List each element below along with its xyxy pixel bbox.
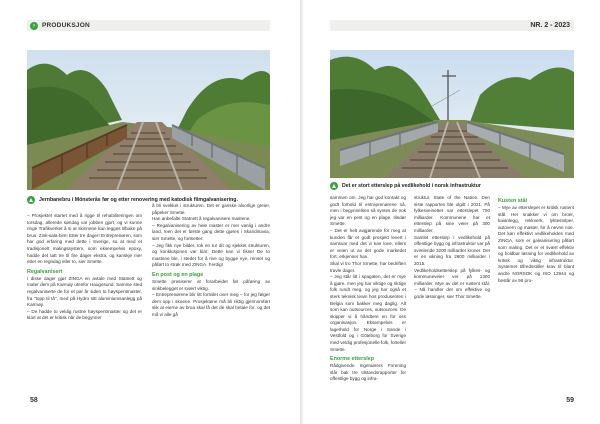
- bridge-photo: [330, 50, 574, 178]
- caption-arrow-icon: [27, 196, 35, 204]
- paragraph: sammen om. Jeg har god kontakt og godt forhold til entreprenørene nå, men i begynnelsen så syntes de nok jeg var en pest og en plage, tilsdør Smette.: [330, 195, 406, 227]
- paragraph: å bli svekket i strukturen. Det er ganske alvorlige greier, påpeker Smette.: [152, 203, 270, 215]
- subheading: Kusten stål: [498, 198, 528, 204]
- text-column-1: [27, 213, 142, 322]
- photo-caption: [330, 182, 574, 190]
- paragraph: – Mye av etterslepet er kritisk rustent stål. Her snakker vi om broer, kaianlegg, rekkverk, lyktestolper, autovern og master, for å nevne noe. Det kan effektivt vedlikeholdes med ZINGA, som er galvanisering påført som maling. Det er et svært effektiv og holdbar løsning for vedlikehold av kritisk og viktig infrastruktur. Systemet tilfredsstiller krav til blant andre NORSOK og ISO 12944 og består av 96 pro-: [498, 205, 574, 283]
- text-column-2: [152, 203, 270, 319]
- text-column-3: [498, 195, 574, 284]
- paragraph: – Prosjektet startet med å rigge til rehabiliteringen om torsdag, allerede søndag var jobben gjort, og vi kunne ringe Trafikverket å si at skinnene kan legges tilbake på brua. Zink-sala-bim! Etter tre dager! Entreprenøren, som har god erfaring med dette i Sverige, sa at med et tradisjonelt malingssystem, som eksempelvis epoxy, hadde det tatt tre til fire dager ekstra, og kanskje mer etter en regndag eller to, sier Smette.: [27, 213, 142, 265]
- paragraph: Skal vi tro Thor Smette, har bedriften travle dager.: [330, 260, 406, 273]
- paragraph: Han anbefalte Statnett å regalvanisere mastene.: [152, 216, 251, 222]
- paragraph: Smette presiserer at forarbeidet før påføring av sinkbelegget er svært viktig.: [152, 278, 270, 291]
- paragraph: Samlet etterslep i vedlikehold på offentlige bygg og infrastruktur var på svimlende 3200 milliarder kroner. Det er en økning fra 2600 milliarder i 2015.: [414, 234, 490, 266]
- paragraph: I disse dager gjør ZINGA en avtale med Statnett og mater dem på Karmøy utenfor Haugesund. Samme sted regalvaniserte de for et par år siden to høyspentmaster, fra "topp til tå", med på Hydro sitt aluminiumsanlegg på Karmøy.: [27, 275, 142, 308]
- paragraph: – Det er helt avgjørende for meg at kunden får et godt prosjekt levert i samsvar med det vi kan love, ellers er veien ut av det gode markedet fort, erkjenner han.: [330, 227, 406, 260]
- paragraph: Rådgivende Ingeniørers Forening slår bak tre tilstandsrapporter for offentlige bygg og infra-: [330, 363, 406, 382]
- right-page: [300, 0, 600, 424]
- paragraph: Vedlikeholdsetterslep på fylkes- og kommuneveier ver på 1300 milliarder. Mye av det er rustent stål. – Nå handler det om effektive og gode løsninger, sier Thor Smette.: [414, 267, 490, 299]
- subheading: Enorme etterslep: [330, 356, 375, 363]
- paragraph: – Regalvanisering av hele master er mer vanlig i andre land, men det er første gang dette gjøres i Skandinavia, sier Smette, og fortsetter:: [152, 222, 270, 241]
- issue-number: NR. 2 - 2023: [530, 22, 570, 29]
- paragraph: – Jeg står litt i spagaten, det er mye å gjøre, men jeg har viktige og riktige folk rundt meg, og jeg har også et sterk teknisk team hos produsenten i Belgia som bakker meg daglig. Alt som kan outsources, outsources. De skipper vi å håndtere en for oss organisasjon. Eksempelvis er lagerhold for Norge i Sande i Vestfold og i Göteborg for Sverige med veldig profesjonelle folk, forteller Smette.: [330, 274, 406, 352]
- paragraph: – Jeg fikk nye bilder, tok en tur dit og sjekket strukturen, og konklusjonen var klar: Dette kan vi fikse! De to mastene ble, i stedet for å rive og bygge nye, renset og påført to strøk med ZINGA. Ferdig!: [152, 242, 270, 268]
- arrow-icon: ›: [30, 22, 38, 30]
- paragraph: struktur, State of the Nation. Den siste rapporten ble utgitt i 2021. På fylkesveinettet var etterslepet 700 milliarder. Kommunene har et etterslep på sine veier på 300 milliarder.: [414, 195, 490, 233]
- paragraph: – Entreprenørene blir litt fortvilet over meg – for jeg følger dem opp i skoene. Prosjektene må bli riktig gjennomført slik at eierne av brua skal få det de skal betale for, og det må vi alle gå: [152, 292, 270, 317]
- bridge-photo-before-after: [27, 50, 270, 190]
- page-number: 59: [566, 397, 574, 404]
- paragraph: – De hadde to veldig rustne høyspentmaster og det er klart at det er kritisk når de begynner: [27, 308, 142, 321]
- subheading: En post og en plage: [152, 271, 204, 278]
- caption-arrow-icon: [330, 182, 338, 190]
- subheading: Regalvanisert: [27, 268, 63, 275]
- page-number: 58: [30, 397, 38, 404]
- section-title: PRODUKSJON: [42, 22, 90, 29]
- caption-text: Jernbanebru i Mönsterås før og etter renovering med katodisk filmgalvanisering.: [39, 197, 238, 203]
- railway-bridge-image: [27, 50, 270, 190]
- issue-header: [330, 20, 574, 31]
- text-column-1: [330, 195, 406, 383]
- railway-bridge-image: [330, 50, 574, 178]
- text-column-2: [414, 195, 490, 301]
- caption-text: Det er stort etterslep på vedlikehold i norsk infrastruktur: [342, 183, 481, 189]
- section-header: [27, 20, 270, 31]
